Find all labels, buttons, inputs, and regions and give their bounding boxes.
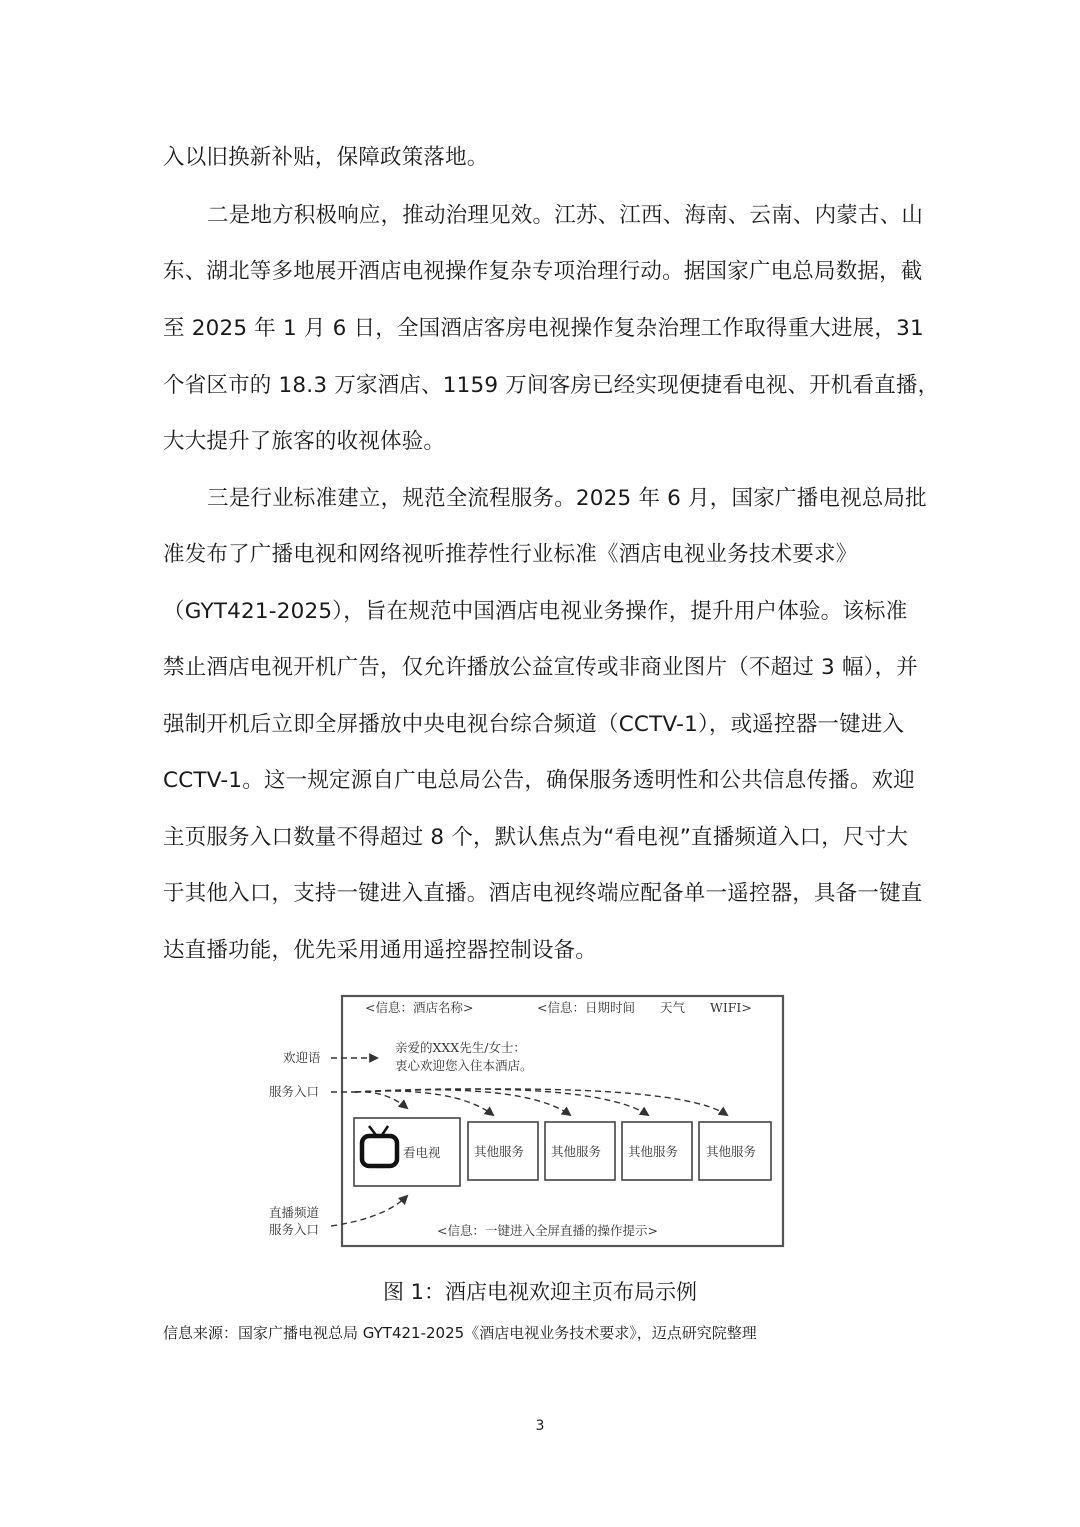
live-hint-info: <信息：一键进入全屏直播的操作提示> — [437, 1223, 658, 1238]
paragraph-line: 二是地方积极响应，推动治理见效。江苏、江西、海南、云南、内蒙古、山 — [207, 203, 924, 228]
greeting-line-2: 衷心欢迎您入住本酒店。 — [395, 1058, 533, 1073]
paragraph-line: 强制开机后立即全屏播放中央电视台综合频道（CCTV-1），或遥控器一键进入 — [163, 712, 905, 737]
paragraph-line: 于其他入口，支持一键进入直播。酒店电视终端应配备单一遥控器，具备一键直 — [163, 881, 923, 906]
paragraph-line: 禁止酒店电视开机广告，仅允许播放公益宣传或非商业图片（不超过 3 幅），并 — [163, 655, 919, 680]
label-welcome: 欢迎语 — [283, 1050, 321, 1065]
tv-entry-label: 看电视 — [403, 1145, 441, 1160]
greeting-line-1: 亲爱的XXX先生/女士： — [395, 1040, 526, 1055]
paragraph-line: 入以旧换新补贴，保障政策落地。 — [163, 145, 489, 170]
label-live-channel-line-1: 直播频道 — [269, 1205, 320, 1220]
label-service-entry: 服务入口 — [269, 1084, 320, 1099]
other-service-label: 其他服务 — [551, 1144, 602, 1159]
paragraph-line: 达直播功能，优先采用通用遥控器控制设备。 — [163, 938, 598, 963]
figure-caption: 图 1：酒店电视欢迎主页布局示例 — [382, 1280, 698, 1304]
other-service-label: 其他服务 — [474, 1144, 525, 1159]
paragraph-line: 准发布了广播电视和网络视听推荐性行业标准《酒店电视业务技术要求》 — [163, 542, 858, 567]
paragraph-line: 东、湖北等多地展开酒店电视操作复杂专项治理行动。据国家广电总局数据，截 — [163, 259, 923, 284]
hotel-name-info: <信息：酒店名称> — [365, 1000, 474, 1015]
page-number: 3 — [535, 1418, 545, 1434]
paragraph-line: 主页服务入口数量不得超过 8 个，默认焦点为“看电视”直播频道入口，尺寸大 — [163, 825, 909, 850]
other-service-label: 其他服务 — [628, 1144, 679, 1159]
paragraph-line: 三是行业标准建立，规范全流程服务。2025 年 6 月，国家广播电视总局批 — [207, 486, 927, 511]
paragraph-line: 个省区市的 18.3 万家酒店、1159 万间客房已经实现便捷看电视、开机看直播， — [163, 373, 940, 398]
paragraph-line: 大大提升了旅客的收视体验。 — [163, 429, 446, 454]
hotel-tv-layout-figure — [265, 990, 795, 1252]
source-note: 信息来源：国家广播电视总局 GYT421-2025《酒店电视业务技术要求》，迈点研究院整理 — [163, 1324, 757, 1342]
paragraph-line: 至 2025 年 1 月 6 日，全国酒店客房电视操作复杂治理工作取得重大进展，31 — [163, 316, 924, 341]
paragraph-line: CCTV-1。这一规定源自广电总局公告，确保服务透明性和公共信息传播。欢迎 — [163, 768, 915, 793]
paragraph-line: （GYT421-2025），旨在规范中国酒店电视业务操作，提升用户体验。该标准 — [163, 599, 908, 624]
label-live-channel-line-2: 服务入口 — [269, 1222, 320, 1237]
datetime-weather-wifi-info: <信息：日期时间 天气 WIFI> — [537, 1000, 752, 1015]
other-service-label: 其他服务 — [706, 1144, 757, 1159]
